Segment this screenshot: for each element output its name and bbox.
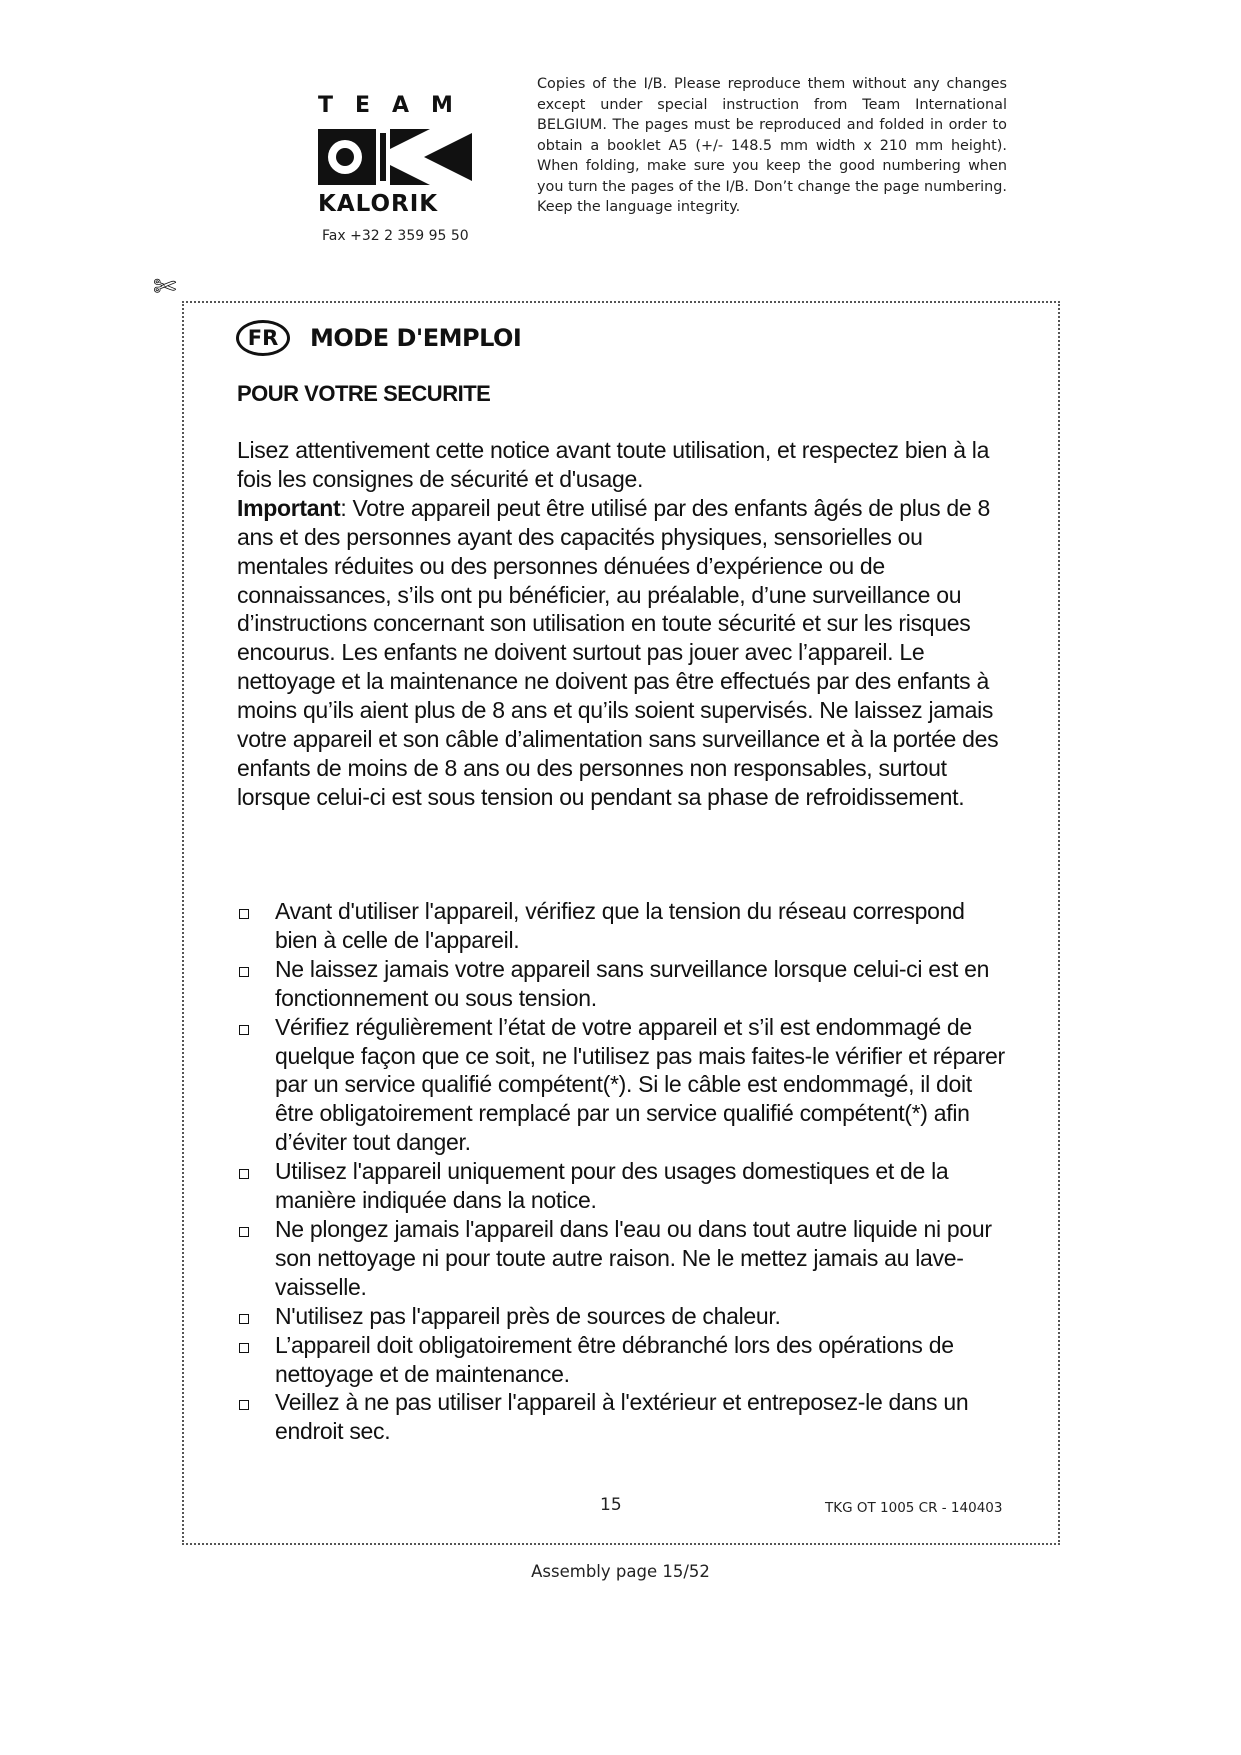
important-label: Important [237,494,341,521]
list-item [237,1013,1007,1158]
checkbox-bullet-icon [239,1314,249,1324]
list-item [237,1215,1007,1302]
list-item-text: L’appareil doit obligatoirement être débranché lors des opérations de nettoyage et de maintenance. [275,1331,954,1387]
list-item [237,1331,1007,1389]
safety-bullet-list [237,897,1007,1446]
logo-team-text: TEAM [318,93,475,118]
important-paragraph [237,494,1007,812]
team-kalorik-logo [318,93,474,217]
logo-brand-text: KALORIK [318,191,439,217]
checkbox-bullet-icon [239,1025,249,1035]
checkbox-bullet-icon [239,1400,249,1410]
list-item-text: Avant d'utiliser l'appareil, vérifiez que la tension du réseau correspond bien à celle de l'appareil. [275,898,965,953]
mode-title: MODE D'EMPLOI [310,324,522,352]
kalorik-k-icon [318,129,472,185]
fax-number: Fax +32 2 359 95 50 [322,228,469,244]
important-text: : Votre appareil peut être utilisé par des enfants âgés de plus de 8 ans et des personnes ayant des capacités physiques, sensorielles ou mentales réduites ou des personnes dénuées d’expérience ou de connaissances, s’ils ont pu bénéficier, au préalable, d’une surveillance ou d’instructions concernant son utilisation en toute sécurité et sur les risques encourus. Les enfants ne doivent surtout pas jouer avec l’appareil. Le nettoyage et la maintenance ne doivent pas être effectués par des enfants à moins qu’ils aient plus de 8 ans et qu’ils soient supervisés. Ne laissez jamais votre appareil et son câble d’alimentation sans surveillance et à la portée des enfants de moins de 8 ans ou des personnes non responsables, surtout lorsque celui-ci est sous tension ou pendant sa phase de refroidissement. [237,494,999,810]
checkbox-bullet-icon [239,967,249,977]
list-item [237,897,1007,955]
intro-paragraph: Lisez attentivement cette notice avant toute utilisation, et respectez bien à la fois les consignes de sécurité et d'usage. [237,437,990,492]
list-item-text: Veillez à ne pas utiliser l'appareil à l'extérieur et entreposez-le dans un endroit sec. [275,1389,969,1445]
checkbox-bullet-icon [239,1169,249,1179]
checkbox-bullet-icon [239,1343,249,1353]
list-item [237,955,1007,1013]
language-badge: FR [236,320,290,356]
safety-body [237,436,1007,812]
scissors-icon: ✄ [153,270,177,303]
list-item-text: Ne laissez jamais votre appareil sans surveillance lorsque celui-ci est en fonctionnement ou sous tension. [275,955,990,1011]
assembly-page: Assembly page 15/52 [531,1562,710,1581]
list-item [237,1157,1007,1215]
list-item-text: Vérifiez régulièrement l’état de votre appareil et s’il est endommagé de quelque façon que ce soit, ne l'utilisez pas mais faites-le vérifier et réparer par un service qualifié compétent(*). Si le câble est endommagé, il doit être obligatoirement remplacé par un service qualifié compétent(*) afin d’éviter tout danger. [275,1013,1005,1156]
document-code: TKG OT 1005 CR - 140403 [825,1500,1003,1516]
list-item-text: N'utilisez pas l'appareil près de sources de chaleur. [275,1302,781,1329]
section-title: POUR VOTRE SECURITE [237,381,491,406]
reproduction-notice: Copies of the I/B. Please reproduce them without any changes except under special instruction from Team International BELGIUM. The pages must be reproduced and folded in order to obtain a booklet A5 (+/- 148.5 mm width x 210 mm height). When folding, make sure you keep the good numbering when you turn the pages of the I/B. Don’t change the page numbering. Keep the language integrity. [537,76,1007,215]
page-number: 15 [600,1495,622,1515]
list-item [237,1302,1007,1331]
list-item-text: Ne plongez jamais l'appareil dans l'eau ou dans tout autre liquide ni pour son nettoyage ni pour toute autre raison. Ne le mettez jamais au lave-vaisselle. [275,1215,992,1300]
list-item [237,1388,1007,1446]
checkbox-bullet-icon [239,909,249,919]
checkbox-bullet-icon [239,1227,249,1237]
list-item-text: Utilisez l'appareil uniquement pour des usages domestiques et de la manière indiquée dans la notice. [275,1158,949,1214]
